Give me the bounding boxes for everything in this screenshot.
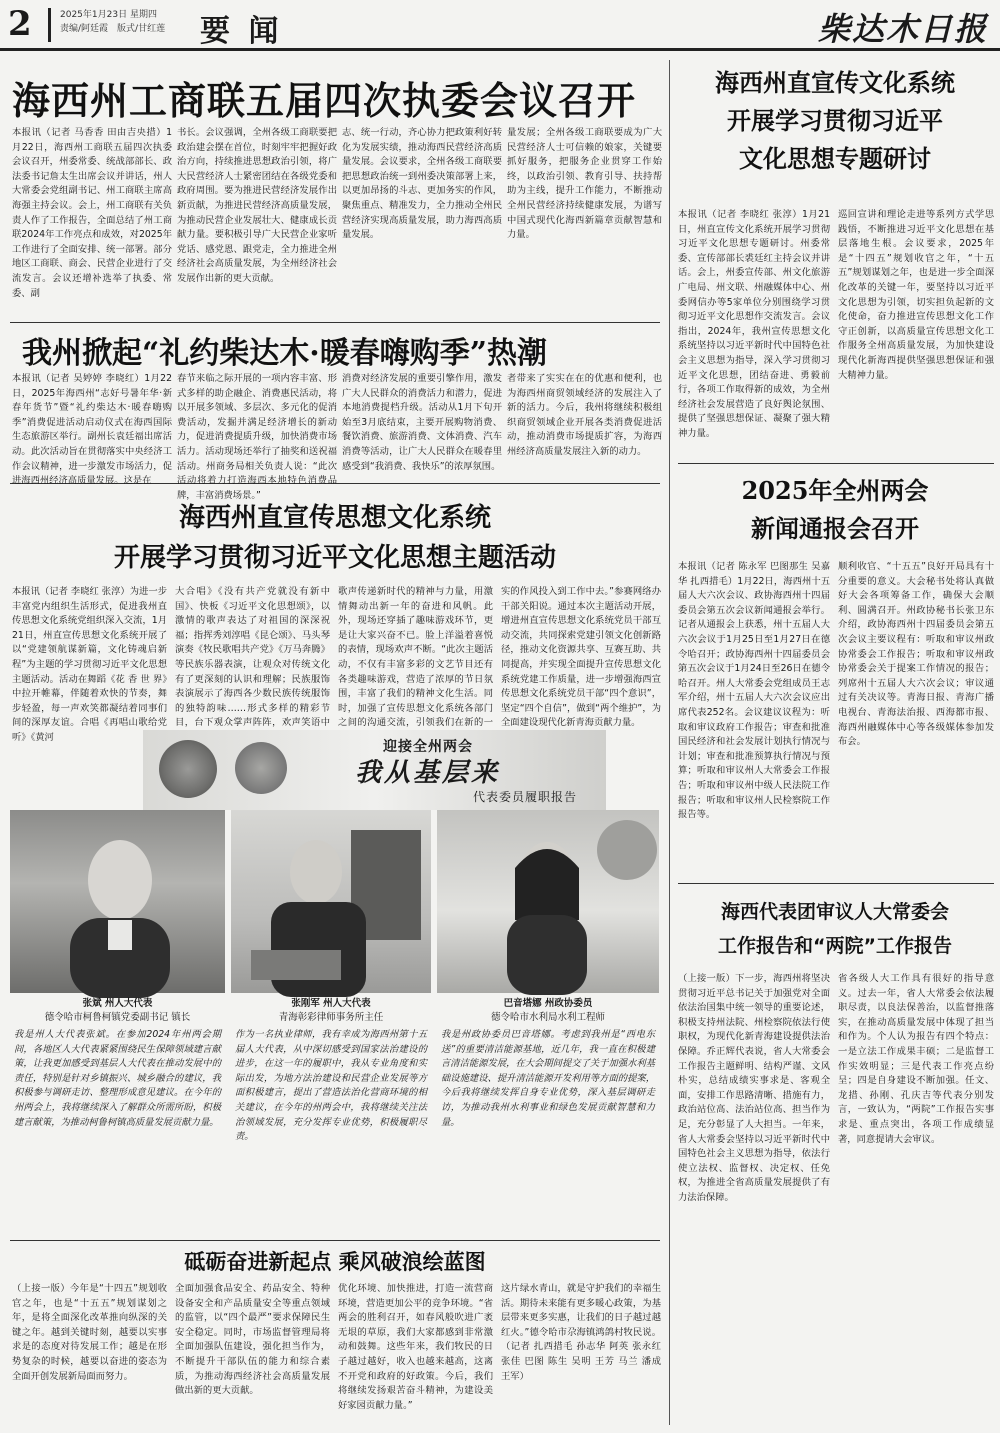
editor-credit: 责编/阿廷霞 版式/甘红莲 (60, 24, 166, 34)
article-text: 本报讯（记者 李晓红 张淳）为进一步丰富党内组织生活形式，促进我州直传思想文化系统党组织深入交流，1月21日，州直宣传思想文化系统开展了以“党建领航谋新篇，文化铸魂启新程”为主题的学习贯彻习近平文化思想主题活动。活动在舞蹈《花 香 世 界》中拉开帷幕，伴随着欢快的节奏，舞步轻盈，每一声欢笑都凝结着同事们间的深厚友谊。合唱《再唱山歌给党听》《黄河 (12, 586, 167, 743)
headline-culture-activity-1: 海西州直宣传思想文化系统 (178, 503, 491, 533)
header-divider (48, 8, 51, 42)
headline-press-conference-1: 2025年全州两会 (741, 476, 929, 505)
deputy-photo (437, 810, 659, 993)
banner-subtitle: 代表委员履职报告 (473, 790, 578, 804)
headline-delegation-review-1: 海西代表团审议人大常委会 (720, 901, 949, 923)
deputy-name: 张斌 州人大代表 (82, 998, 153, 1009)
article-text: 春节来临之际开展的一项内容丰富、形式多样的助企融企、消费惠民活动，将以开展多领域、多层次、多元化的促消费活动，发掘并满足经济增长的新动力，促进消费提质升级，加快消费市场活力。活动现场还举行了抽奖和送祝福活动。州商务局相关负责人说：“此次活动将着力打造海西本地特色消费品牌，丰富消费场景。” (177, 373, 337, 501)
deputy-photo (231, 810, 431, 993)
article-text: 优化环境、加快推进，打造一流营商环境，营造更加公平的竞争环境。“省两会的胜利召开，如春风般吹进广袤无垠的草原，我们大家都感到非常激动和鼓舞。这些年来，我们牧民的日子越过越好，收入也越来越高，这离不开党和政府的好政策。今后，我们将继续发扬艰苦奋斗精神，为建设美好家园贡献力量。” (338, 1283, 493, 1411)
article-text: 志、统一行动，齐心协力把政策利好转化为发展实绩，推动海西民营经济高质量发展。会议要求，全州各级工商联要把思想政治统一到州委决策部署上来，以更加昂扬的斗志、更加务实的作风，聚焦重点、精准发力，全力推动全州民营经济实现高质量发展，助力海西高质量发展。 (342, 127, 502, 241)
article-text: 这片绿水青山，就是守护我们的幸福生活。期待未来能有更多暖心政策，为基层带来更多实惠，让我们的日子越过越红火。”德令哈市尕海镇鸿鸽村牧民说。（记者 扎西措毛 孙志华 阿英 张永红 张佳 巴图 陈生 吴明 王芳 马兰 潘成 王军） (501, 1283, 661, 1382)
banner-title: 我从基层来 (355, 758, 501, 788)
article-text: 歌声传递新时代的精神与力量，用激情舞动出新一年的奋进和风帆。此外，现场还穿插了趣味游戏环节，更是让大家兴奋不已。脸上洋溢着喜悦的表情，现场欢声不断。“此次主题活动，不仅有丰富多彩的文艺节目还有各类趣味游戏，营造了浓厚的节日氛围，丰富了我们的精神文化生活。同时，加强了宣传思想文化系统各部门之间的沟通交流，引领我们在新的一 (338, 586, 493, 729)
article-divider (678, 463, 994, 464)
headline-study-seminar-2: 开展学习贯彻习近平 (727, 106, 943, 135)
deputy-position: 青海彰彩律师事务所主任 (278, 1012, 384, 1023)
article-text: 书长。会议强调，全州各级工商联要把政治建会摆在首位，时刻牢牢把握好政治方向，持续推进思想政治引领，将广大民营经济人士紧密团结在各级党委和政府周围。要为推进民营经济发展作出新贡献，为推进民营经济高质量发展，为推动民营企业发展壮大、健康成长贡献力量。要积极引导广大民营企业家听党话、感党恩、跟党走，全力推进全州经济社会高质量发展，为全州经济社会发展作出新的更大贡献。 (177, 127, 337, 284)
headline-executive-meeting: 海西州工商联五届四次执委会议召开 (12, 78, 637, 123)
headline-delegation-review-2: 工作报告和“两院”工作报告 (718, 935, 952, 957)
article-divider (10, 322, 660, 323)
newspaper-logo: 柴达木日报 (817, 10, 988, 48)
article-text: 省各级人大工作具有很好的指导意义。过去一年，省人大常委会依法履职尽责，以良法保善治，以监督推落实，在推动高质量发展中体现了担当和作为。个人认为报告有四个特点：一是立法工作成果丰硕；二是监督工作实效明显；三是代表工作亮点纷呈；四是自身建设不断加强。任文、龙措、孙刚、孔庆吉等代表分别发言，一致认为，“两院”工作报告实事求是、重点突出，各项工作成绩显著，同意提请大会审议。 (838, 973, 994, 1145)
article-divider (678, 883, 994, 884)
article-text: 巡回宣讲和理论走进等系列方式学思践悟，不断推进习近平文化思想在基层落地生根。会议要求，2025年是“十四五”规划收官之年，“十五五”规划谋划之年，也是进一步全面深化改革的关键一年，要坚持以习近平文化思想为引领，切实担负起新的文化使命，奋力推进宣传思想文化工作守正创新，以高质量宣传思想文化工作服务全州高质量发展，为加快建设现代化新海西提供坚强思想保证和强大精神力量。 (838, 209, 994, 381)
deputy-report: 我是州人大代表张斌。在参加2024年州两会期间，各地区人大代表紧紧围绕民生保障领域建言献策，让我更加感受到基层人大代表在推动发展中的责任，特别是针对乡镇振兴、城乡融合的建议，我积极参与调研走访、整理形成意见建议。在今年的州两会上，我将继续深入了解群众所需所盼，积极建言献策，为推动柯鲁柯镇高质量发展贡献力量。 (14, 1029, 221, 1128)
article-text: 本报讯（记者 吴婷婷 李晓红）1月22日，2025年海西州“志好号暑年华·新春年货节”暨“礼约柴达木·暖春嗨购季”消费促进活动启动仪式在海西国际生态旅游区举行。副州长袁廷福出席活动。此次活动旨在贯彻落实中央经济工作会议精神，进一步激发市场活力，促进海西州经济高质量发展。这是在 (12, 373, 172, 487)
article-text: 消费对经济发展的重要引擎作用，激发广大人民群众的消费活力和潜力，促进本地消费提档升级。活动从1月下旬开始至3月底结束，主要开展购物消费、餐饮消费、旅游消费、文体消费、汽车消费等活动，让广大人民群众在暖春里感受到“我消费、我快乐”的浓厚氛围。 (342, 373, 502, 472)
article-text: 大合唱》《没有共产党就没有新中国》、快板《习近平文化思想颂》，以激情的歌声表达了对祖国的深深祝福；指挥秀刘淳唱《昆仑颂》、马头琴演奏《牧民歌唱共产党》《万马奔腾》等民族乐器表演，让观众对传统文化有了更深刻的认识和理解；民族服饰表演展示了海西各少数民族传统服饰的独特韵味……形式多样的精彩节目，台下观众掌声阵阵，欢声笑语中 (175, 586, 330, 729)
article-text: 顺利收官、“十五五”良好开局具有十分重要的意义。大会秘书处将认真做好大会各项筹备工作，确保大会顺利、圆满召开。州政协秘书长张卫东介绍，政协海西州十四届委员会第五次会议主要议程有：听取和审议州政协常委会工作报告；听取和审议州政协常委会关于提案工作情况的报告；列席州十五届人大六次会议；审议通过有关决议等。青海日报、青海广播电视台、青海法治报、西海都市报、海西州融媒体中心等各级媒体参加发布会。 (838, 561, 994, 748)
article-text: 本报讯（记者 李晓红 张淳）1月21日，州直宣传文化系统开展学习贯彻习近平文化思想专题研讨。州委常委、宣传部部长裘廷红主持会议并讲话。会上，州委宣传部、州文化旅游广电局、州文联、州融媒体中心、州委网信办等5家单位分别围绕学习贯彻习近平文化思想作交流发言。会议指出，2024年，我州宣传思想文化系统坚持以习近平新时代中国特色社会主义思想为指导，深入学习贯彻习近平文化思想，团结奋进、勇毅前行，各项工作取得新的成效，为全州经济社会发展营造了良好舆论氛围、提供了坚强思想保证、凝聚了强大精神力量。 (678, 209, 830, 439)
page-number: 2 (8, 4, 32, 44)
article-divider (10, 1240, 660, 1241)
headline-study-seminar-1: 海西州直宣传文化系统 (715, 68, 955, 97)
national-emblem-icon (159, 740, 217, 798)
headline-press-conference-2: 新闻通报会召开 (751, 514, 919, 543)
headline-new-start: 砥砺奋进新起点 乘风破浪绘蓝图 (184, 1250, 486, 1274)
issue-date: 2025年1月23日 星期四 (60, 10, 157, 20)
section-title: 要 闻 (200, 14, 283, 49)
deputy-name: 张刚军 州人大代表 (291, 998, 371, 1009)
deputy-photo (10, 810, 225, 993)
headline-shopping-season: 我州掀起“礼约柴达木·暖春嗨购季”热潮 (22, 336, 547, 371)
article-text: 全面加强食品安全、药品安全、特种设备安全和产品质量安全等重点领域的监管，以“四个最严”要求保障民生安全稳定。同时，市场监督管理局将全面加强队伍建设，强化担当作为，不断提升干部队伍的能力和综合素质，为推动海西经济社会高质量发展做出新的更大贡献。 (175, 1283, 330, 1397)
headline-culture-activity-2: 开展学习贯彻习近平文化思想主题活动 (113, 543, 556, 573)
feature-banner (143, 730, 606, 810)
deputy-report: 作为一名执业律师，我有幸成为海西州第十五届人大代表，从中深切感受到国家法治建设的进步，在这一年的履职中，我从专业角度和实际出发，为地方法治建设和民营企业发展等方面积极建言，提出了营造法治化营商环境的相关建议，在今年的州两会中，我将继续关注法治领域发展，充分发挥专业优势，积极履职尽责。 (235, 1029, 427, 1143)
article-text: 量发展；全州各级工商联要成为广大民营经济人士可信赖的娘家，关键要抓好服务，把服务企业贯穿工作始终，以政治引领、教育引导、扶持帮助为主线，提升工作能力，不断推动全州民营经济持续健康发展，为谱写中国式现代化海西新篇章贡献智慧和力量。 (507, 127, 662, 241)
article-text: （上接一版）下一步，海西州将坚决贯彻习近平总书记关于加强党对全面依法治国集中统一领导的重要论述，积极支持州法院、州检察院依法行使职权，为现代化新青海建设提供法治保障。乔正辉代表说，省人大常委会工作报告主题鲜明、结构严谨、文风朴实，总结成绩实事求是、客观全面，安排工作思路清晰、措施有力，政治站位高、法治站位高、担当作为足，充分彰显了人大担当。一年来，省人大常委会坚持以习近平新时代中国特色社会主义思想为指导，依法行使立法权、监督权、决定权、任免权，为推进全省高质量发展提供了有力法治保障。 (678, 973, 830, 1203)
deputy-report: 我是州政协委员巴音塔娜。考虑到我州是“西电东送”的重要清洁能源基地，近几年，我一直在积极建言清洁能源发展，在大会期间提交了关于加强水利基础设施建设、提升清洁能源开发利用等方面的提案，今后我将继续发挥自身专业优势，深入基层调研走访，为推动我州水利事业和绿色发展贡献智慧和力量。 (441, 1029, 655, 1128)
article-text: 本报讯（记者 马香香 田由吉央措）1月22日，海西州工商联五届四次执委会议召开，州委常委、统战部部长、政法委书记詹太生出席会议并讲话，州人大常委会党组副书记、州工商联主席高海强主持会议。会上，州工商联有关负责人作了工作报告，全面总结了州工商联2024年工作亮点和成效，对2025年工作进行了全面安排、统一部署。部分地区工商联、商会、民营企业进行了交流发言。会议还增补选举了执委、常委、副 (12, 127, 172, 299)
article-text: （上接一版）今年是“十四五”规划收官之年，也是“十五五”规划谋划之年，是将全面深化改革推向纵深的关键之年。越到关键时刻，越要以实事求是的态度对待发展工作；越是在形势复杂的时候，越要以奋进的姿态为全面开创发展新局面而努力。 (12, 1283, 167, 1382)
banner-kicker: 迎接全州两会 (383, 739, 473, 755)
article-text: 本报讯（记者 陈永军 巴图那生 吴嘉华 扎西措毛）1月22日，海西州十五届人大六次会议、政协海西州十四届委员会第五次会议新闻通报会举行。记者从通报会上获悉，州十五届人大六次会议于1月25日至1月27日在德令哈召开；政协海西州十四届委员会第五次会议于1月24日至26日在德令哈召开。州人大常委会党组成员王志军介绍，州十五届人大六次会议应出席代表252名。会议建议议程为：听取和审议政府工作报告；审查和批准国民经济和社会发展计划执行情况与计划；审查和批准预算执行情况与预算；听取和审议州人大常委会工作报告；听取和审议州中级人民法院工作报告；听取和审议州人民检察院工作报告等。 (678, 561, 830, 821)
deputy-position: 德令哈市柯鲁柯镇党委副书记 镇长 (44, 1012, 191, 1023)
article-text: 实的作风投入到工作中去。”参赛网络办干部关阳说。通过本次主题活动开展，增进州直宣传思想文化系统党员干部互动交流，共同探索党建引领文化创新路径，推动文化资源共享、互赛互助、共同提高，并实现全面提升宣传思想文化系统党建工作质量，进一步增强海西宣传思想文化系统党员干部“四个意识”，坚定“四个自信”，做到“两个维护”，为全面建设现代化新青海贡献力量。 (501, 586, 661, 729)
deputy-position: 德令哈市水利局水利工程师 (490, 1012, 605, 1023)
article-text: 者带来了实实在在的优惠和便利，也为海西州商贸领域经济的发展注入了新的活力。今后，我州将继续积极组织商贸领域企业开展各类消费促进活动，推动消费市场提质扩容，为海西州经济高质量发展注入新的动力。 (507, 373, 662, 457)
deputy-name: 巴音塔娜 州政协委员 (503, 998, 593, 1009)
column-divider (669, 60, 670, 1425)
cppcc-emblem-icon (235, 742, 287, 794)
headline-study-seminar-3: 文化思想专题研讨 (739, 144, 931, 173)
